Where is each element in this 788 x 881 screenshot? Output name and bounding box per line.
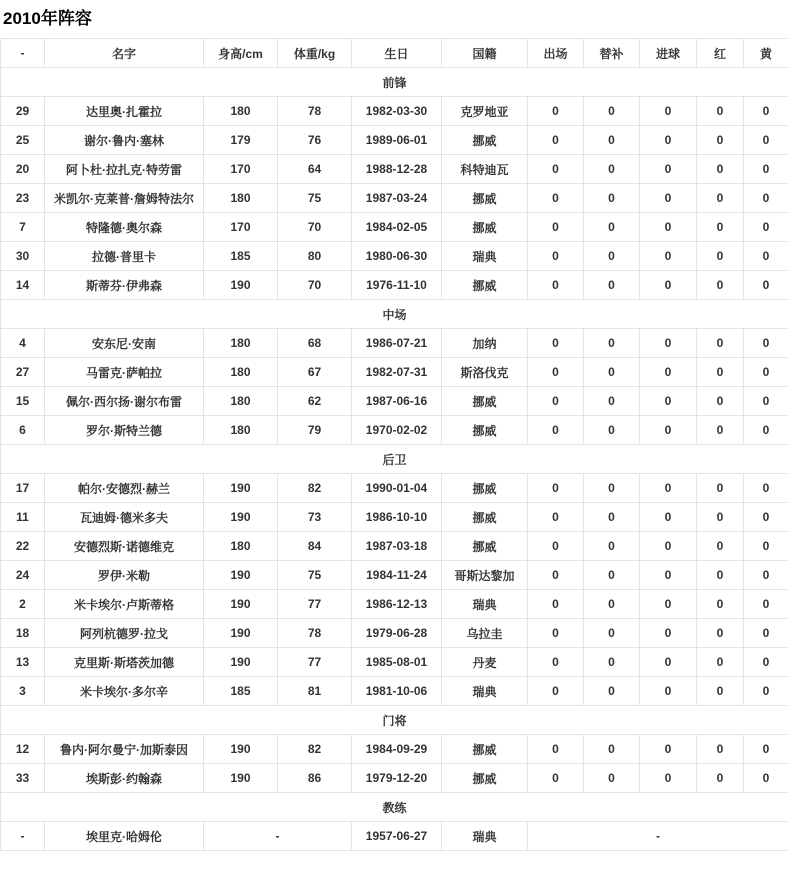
player-appearances: 0 (528, 590, 584, 619)
player-name: 达里奥·扎霍拉 (45, 97, 204, 126)
player-nationality: 乌拉圭 (442, 619, 528, 648)
player-nationality: 丹麦 (442, 648, 528, 677)
player-substitute: 0 (584, 532, 640, 561)
section-row (1, 300, 788, 329)
player-yellow: 0 (744, 764, 788, 793)
player-weight: 68 (278, 329, 352, 358)
player-nationality: 加纳 (442, 329, 528, 358)
column-header-0: - (1, 39, 45, 68)
player-yellow: 0 (744, 474, 788, 503)
player-substitute: 0 (584, 416, 640, 445)
player-birthday: 1979-12-20 (352, 764, 442, 793)
player-number: 33 (1, 764, 45, 793)
player-substitute: 0 (584, 677, 640, 706)
player-row (1, 329, 788, 358)
player-nationality: 哥斯达黎加 (442, 561, 528, 590)
player-height: 180 (204, 358, 278, 387)
player-row (1, 764, 788, 793)
player-name: 阿列杭德罗·拉戈 (45, 619, 204, 648)
coach-row (1, 822, 788, 851)
player-goals: 0 (640, 97, 697, 126)
player-number: 17 (1, 474, 45, 503)
player-number: 24 (1, 561, 45, 590)
player-substitute: 0 (584, 155, 640, 184)
player-weight: 78 (278, 97, 352, 126)
player-nationality: 瑞典 (442, 242, 528, 271)
player-weight: 82 (278, 735, 352, 764)
column-header-9: 红 (697, 39, 744, 68)
player-appearances: 0 (528, 155, 584, 184)
player-yellow: 0 (744, 97, 788, 126)
player-nationality: 斯洛伐克 (442, 358, 528, 387)
player-number: 15 (1, 387, 45, 416)
player-goals: 0 (640, 590, 697, 619)
player-red: 0 (697, 271, 744, 300)
player-height: 180 (204, 532, 278, 561)
player-substitute: 0 (584, 213, 640, 242)
column-header-8: 进球 (640, 39, 697, 68)
player-appearances: 0 (528, 532, 584, 561)
player-birthday: 1981-10-06 (352, 677, 442, 706)
coach-name: 埃里克·哈姆伦 (45, 822, 204, 851)
player-height: 190 (204, 503, 278, 532)
roster-table (0, 38, 788, 851)
player-row (1, 590, 788, 619)
player-name: 罗伊·米勒 (45, 561, 204, 590)
player-number: 12 (1, 735, 45, 764)
player-row (1, 532, 788, 561)
column-header-3: 体重/kg (278, 39, 352, 68)
player-nationality: 挪威 (442, 735, 528, 764)
player-weight: 82 (278, 474, 352, 503)
player-height: 170 (204, 155, 278, 184)
player-birthday: 1985-08-01 (352, 648, 442, 677)
player-weight: 62 (278, 387, 352, 416)
player-substitute: 0 (584, 97, 640, 126)
player-appearances: 0 (528, 503, 584, 532)
coach-stats: - (528, 822, 788, 851)
section-label: 教练 (1, 793, 788, 822)
player-substitute: 0 (584, 503, 640, 532)
player-birthday: 1990-01-04 (352, 474, 442, 503)
player-goals: 0 (640, 619, 697, 648)
player-height: 185 (204, 677, 278, 706)
player-nationality: 挪威 (442, 387, 528, 416)
player-height: 180 (204, 387, 278, 416)
player-appearances: 0 (528, 416, 584, 445)
player-nationality: 瑞典 (442, 590, 528, 619)
player-red: 0 (697, 213, 744, 242)
column-header-6: 出场 (528, 39, 584, 68)
player-substitute: 0 (584, 648, 640, 677)
player-yellow: 0 (744, 619, 788, 648)
player-row (1, 358, 788, 387)
player-name: 安东尼·安南 (45, 329, 204, 358)
player-red: 0 (697, 242, 744, 271)
player-row (1, 242, 788, 271)
player-number: 18 (1, 619, 45, 648)
player-yellow: 0 (744, 677, 788, 706)
column-header-5: 国籍 (442, 39, 528, 68)
player-row (1, 271, 788, 300)
player-goals: 0 (640, 242, 697, 271)
player-yellow: 0 (744, 242, 788, 271)
player-birthday: 1982-03-30 (352, 97, 442, 126)
player-nationality: 挪威 (442, 532, 528, 561)
player-substitute: 0 (584, 387, 640, 416)
player-height: 180 (204, 329, 278, 358)
player-goals: 0 (640, 532, 697, 561)
player-substitute: 0 (584, 329, 640, 358)
player-yellow: 0 (744, 329, 788, 358)
player-goals: 0 (640, 329, 697, 358)
player-red: 0 (697, 590, 744, 619)
player-row (1, 503, 788, 532)
player-weight: 78 (278, 619, 352, 648)
player-red: 0 (697, 532, 744, 561)
player-yellow: 0 (744, 532, 788, 561)
player-yellow: 0 (744, 590, 788, 619)
player-height: 190 (204, 561, 278, 590)
player-goals: 0 (640, 503, 697, 532)
player-substitute: 0 (584, 561, 640, 590)
player-name: 米卡埃尔·卢斯蒂格 (45, 590, 204, 619)
player-nationality: 挪威 (442, 503, 528, 532)
coach-number: - (1, 822, 45, 851)
player-goals: 0 (640, 358, 697, 387)
player-red: 0 (697, 561, 744, 590)
player-weight: 77 (278, 648, 352, 677)
player-weight: 73 (278, 503, 352, 532)
player-row (1, 619, 788, 648)
player-name: 瓦迪姆·德米多夫 (45, 503, 204, 532)
player-weight: 75 (278, 561, 352, 590)
player-appearances: 0 (528, 97, 584, 126)
player-number: 22 (1, 532, 45, 561)
player-number: 30 (1, 242, 45, 271)
section-row (1, 445, 788, 474)
player-height: 190 (204, 271, 278, 300)
player-nationality: 挪威 (442, 764, 528, 793)
player-red: 0 (697, 416, 744, 445)
player-weight: 77 (278, 590, 352, 619)
player-appearances: 0 (528, 271, 584, 300)
player-height: 190 (204, 619, 278, 648)
player-goals: 0 (640, 155, 697, 184)
player-number: 29 (1, 97, 45, 126)
player-yellow: 0 (744, 126, 788, 155)
player-goals: 0 (640, 271, 697, 300)
player-birthday: 1984-11-24 (352, 561, 442, 590)
section-label: 前锋 (1, 68, 788, 97)
player-birthday: 1987-06-16 (352, 387, 442, 416)
player-red: 0 (697, 735, 744, 764)
player-name: 佩尔·西尔扬·谢尔布雷 (45, 387, 204, 416)
player-number: 11 (1, 503, 45, 532)
player-appearances: 0 (528, 735, 584, 764)
player-appearances: 0 (528, 242, 584, 271)
player-weight: 79 (278, 416, 352, 445)
player-substitute: 0 (584, 474, 640, 503)
player-weight: 70 (278, 213, 352, 242)
player-appearances: 0 (528, 474, 584, 503)
player-number: 7 (1, 213, 45, 242)
player-yellow: 0 (744, 358, 788, 387)
player-nationality: 挪威 (442, 213, 528, 242)
player-goals: 0 (640, 184, 697, 213)
page-title: 2010年阵容 (3, 9, 788, 29)
player-height: 180 (204, 184, 278, 213)
player-number: 27 (1, 358, 45, 387)
player-number: 2 (1, 590, 45, 619)
player-red: 0 (697, 619, 744, 648)
player-red: 0 (697, 764, 744, 793)
player-number: 3 (1, 677, 45, 706)
player-number: 23 (1, 184, 45, 213)
table-header (1, 39, 788, 68)
player-yellow: 0 (744, 735, 788, 764)
player-weight: 70 (278, 271, 352, 300)
player-red: 0 (697, 358, 744, 387)
player-birthday: 1984-02-05 (352, 213, 442, 242)
player-goals: 0 (640, 126, 697, 155)
player-row (1, 155, 788, 184)
player-name: 拉德·普里卡 (45, 242, 204, 271)
coach-birthday: 1957-06-27 (352, 822, 442, 851)
player-name: 米凯尔·克莱普·詹姆特法尔 (45, 184, 204, 213)
player-name: 帕尔·安德烈·赫兰 (45, 474, 204, 503)
player-row (1, 648, 788, 677)
player-row (1, 474, 788, 503)
player-yellow: 0 (744, 271, 788, 300)
player-substitute: 0 (584, 764, 640, 793)
player-substitute: 0 (584, 126, 640, 155)
player-weight: 75 (278, 184, 352, 213)
section-label: 后卫 (1, 445, 788, 474)
player-red: 0 (697, 387, 744, 416)
player-birthday: 1987-03-24 (352, 184, 442, 213)
player-appearances: 0 (528, 619, 584, 648)
player-goals: 0 (640, 735, 697, 764)
player-height: 180 (204, 97, 278, 126)
player-number: 6 (1, 416, 45, 445)
player-goals: 0 (640, 474, 697, 503)
player-appearances: 0 (528, 329, 584, 358)
player-appearances: 0 (528, 764, 584, 793)
player-height: 180 (204, 416, 278, 445)
player-height: 190 (204, 590, 278, 619)
player-red: 0 (697, 677, 744, 706)
player-red: 0 (697, 648, 744, 677)
player-red: 0 (697, 97, 744, 126)
player-yellow: 0 (744, 416, 788, 445)
player-row (1, 97, 788, 126)
player-height: 190 (204, 764, 278, 793)
player-name: 安德烈斯·诺德维克 (45, 532, 204, 561)
player-name: 阿卜杜·拉扎克·特劳雷 (45, 155, 204, 184)
section-label: 中场 (1, 300, 788, 329)
player-goals: 0 (640, 764, 697, 793)
player-substitute: 0 (584, 358, 640, 387)
section-row (1, 68, 788, 97)
coach-height-weight: - (204, 822, 352, 851)
header-row (1, 39, 788, 68)
player-name: 罗尔·斯特兰德 (45, 416, 204, 445)
player-appearances: 0 (528, 184, 584, 213)
player-birthday: 1987-03-18 (352, 532, 442, 561)
player-appearances: 0 (528, 387, 584, 416)
coach-nationality: 瑞典 (442, 822, 528, 851)
player-yellow: 0 (744, 561, 788, 590)
player-yellow: 0 (744, 503, 788, 532)
player-appearances: 0 (528, 358, 584, 387)
player-goals: 0 (640, 387, 697, 416)
player-birthday: 1988-12-28 (352, 155, 442, 184)
player-number: 20 (1, 155, 45, 184)
player-name: 特隆德·奥尔森 (45, 213, 204, 242)
player-substitute: 0 (584, 590, 640, 619)
player-row (1, 213, 788, 242)
player-nationality: 挪威 (442, 271, 528, 300)
player-name: 鲁内·阿尔曼宁·加斯泰因 (45, 735, 204, 764)
player-substitute: 0 (584, 619, 640, 648)
player-height: 170 (204, 213, 278, 242)
player-yellow: 0 (744, 155, 788, 184)
player-number: 25 (1, 126, 45, 155)
player-goals: 0 (640, 561, 697, 590)
roster-page (0, 9, 788, 851)
section-row (1, 706, 788, 735)
column-header-1: 名字 (45, 39, 204, 68)
player-name: 谢尔·鲁内·塞林 (45, 126, 204, 155)
player-goals: 0 (640, 648, 697, 677)
player-yellow: 0 (744, 213, 788, 242)
player-name: 埃斯彭·约翰森 (45, 764, 204, 793)
player-appearances: 0 (528, 213, 584, 242)
player-birthday: 1984-09-29 (352, 735, 442, 764)
player-appearances: 0 (528, 126, 584, 155)
player-goals: 0 (640, 213, 697, 242)
player-yellow: 0 (744, 387, 788, 416)
player-red: 0 (697, 126, 744, 155)
player-birthday: 1989-06-01 (352, 126, 442, 155)
player-birthday: 1986-12-13 (352, 590, 442, 619)
player-substitute: 0 (584, 242, 640, 271)
column-header-2: 身高/cm (204, 39, 278, 68)
player-birthday: 1982-07-31 (352, 358, 442, 387)
player-appearances: 0 (528, 677, 584, 706)
player-name: 马雷克·萨帕拉 (45, 358, 204, 387)
player-height: 185 (204, 242, 278, 271)
player-name: 斯蒂芬·伊弗森 (45, 271, 204, 300)
player-birthday: 1980-06-30 (352, 242, 442, 271)
player-nationality: 挪威 (442, 126, 528, 155)
player-row (1, 387, 788, 416)
player-weight: 76 (278, 126, 352, 155)
player-substitute: 0 (584, 735, 640, 764)
player-row (1, 561, 788, 590)
column-header-7: 替补 (584, 39, 640, 68)
player-nationality: 挪威 (442, 416, 528, 445)
player-nationality: 科特迪瓦 (442, 155, 528, 184)
player-weight: 84 (278, 532, 352, 561)
section-row (1, 793, 788, 822)
player-nationality: 挪威 (442, 184, 528, 213)
player-red: 0 (697, 329, 744, 358)
player-birthday: 1970-02-02 (352, 416, 442, 445)
player-substitute: 0 (584, 271, 640, 300)
player-nationality: 瑞典 (442, 677, 528, 706)
player-yellow: 0 (744, 648, 788, 677)
player-height: 190 (204, 735, 278, 764)
player-name: 克里斯·斯塔茨加德 (45, 648, 204, 677)
player-weight: 86 (278, 764, 352, 793)
player-goals: 0 (640, 416, 697, 445)
player-nationality: 挪威 (442, 474, 528, 503)
player-goals: 0 (640, 677, 697, 706)
player-row (1, 677, 788, 706)
player-yellow: 0 (744, 184, 788, 213)
player-height: 179 (204, 126, 278, 155)
player-weight: 80 (278, 242, 352, 271)
player-birthday: 1986-10-10 (352, 503, 442, 532)
player-row (1, 184, 788, 213)
player-weight: 81 (278, 677, 352, 706)
player-appearances: 0 (528, 648, 584, 677)
player-appearances: 0 (528, 561, 584, 590)
player-row (1, 126, 788, 155)
player-row (1, 416, 788, 445)
player-red: 0 (697, 503, 744, 532)
player-height: 190 (204, 648, 278, 677)
player-weight: 64 (278, 155, 352, 184)
player-height: 190 (204, 474, 278, 503)
player-substitute: 0 (584, 184, 640, 213)
player-nationality: 克罗地亚 (442, 97, 528, 126)
player-birthday: 1986-07-21 (352, 329, 442, 358)
player-number: 4 (1, 329, 45, 358)
player-red: 0 (697, 474, 744, 503)
player-red: 0 (697, 155, 744, 184)
player-birthday: 1979-06-28 (352, 619, 442, 648)
player-number: 13 (1, 648, 45, 677)
player-number: 14 (1, 271, 45, 300)
player-row (1, 735, 788, 764)
table-body (1, 68, 788, 851)
player-red: 0 (697, 184, 744, 213)
player-birthday: 1976-11-10 (352, 271, 442, 300)
column-header-10: 黄 (744, 39, 788, 68)
column-header-4: 生日 (352, 39, 442, 68)
player-name: 米卡埃尔·多尔辛 (45, 677, 204, 706)
section-label: 门将 (1, 706, 788, 735)
player-weight: 67 (278, 358, 352, 387)
